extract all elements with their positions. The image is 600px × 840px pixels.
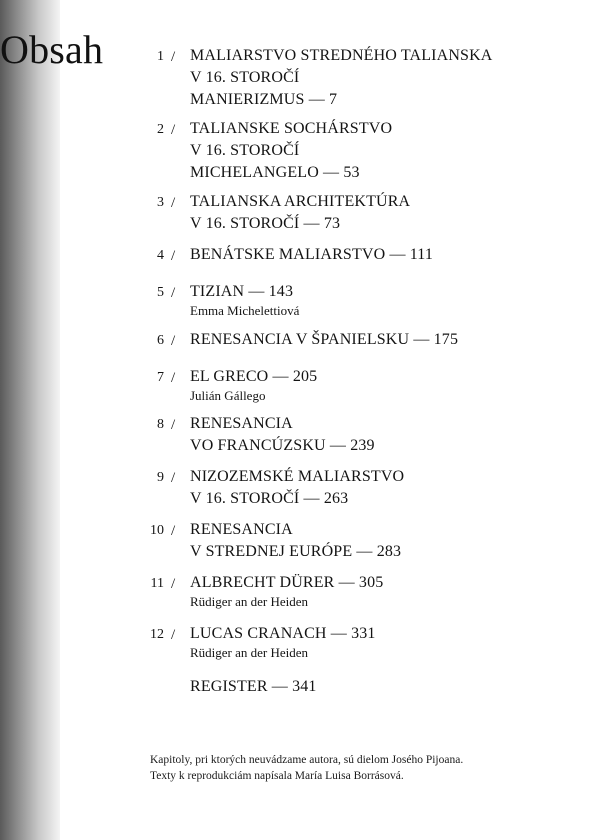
toc-entry xyxy=(140,623,376,661)
chapter-number: 3 xyxy=(157,195,164,210)
chapter-title-line: EL GRECO — 205 xyxy=(190,368,318,385)
chapter-separator: / xyxy=(171,122,176,138)
chapter-separator: / xyxy=(171,523,176,539)
chapter-author: Julián Gállego xyxy=(190,388,266,403)
chapter-separator: / xyxy=(171,417,176,433)
chapter-title-line: RENESANCIA V ŠPANIELSKU — 175 xyxy=(190,331,459,348)
authorship-footnote xyxy=(150,752,590,784)
book-gutter-shadow xyxy=(0,0,60,840)
chapter-number: 8 xyxy=(157,417,164,432)
chapter-number: 11 xyxy=(150,576,164,591)
chapter-separator: / xyxy=(171,49,176,65)
chapter-separator: / xyxy=(171,248,176,264)
footnote-line: Kapitoly, pri ktorých neuvádzame autora, sú dielom Josého Pijoana. xyxy=(150,754,464,766)
chapter-title-line: VO FRANCÚZSKU — 239 xyxy=(190,437,375,454)
chapter-number: 12 xyxy=(150,627,164,642)
toc-entry xyxy=(140,244,433,266)
toc-entry-register xyxy=(140,676,317,698)
chapter-number: 9 xyxy=(157,470,164,485)
toc-entry xyxy=(140,191,410,235)
chapter-number: 10 xyxy=(150,523,164,538)
toc-entry xyxy=(140,45,492,111)
chapter-title-line: RENESANCIA xyxy=(190,415,293,432)
chapter-title-line: TIZIAN — 143 xyxy=(190,283,294,300)
chapter-title-line: V STREDNEJ EURÓPE — 283 xyxy=(190,543,402,560)
chapter-title-line: V 16. STOROČÍ — 263 xyxy=(190,490,349,507)
chapter-title-line: LUCAS CRANACH — 331 xyxy=(190,625,376,642)
toc-entry xyxy=(140,572,383,610)
chapter-title-line: MANIERIZMUS — 7 xyxy=(190,91,338,108)
chapter-number: 6 xyxy=(157,333,164,348)
chapter-separator: / xyxy=(171,285,176,301)
chapter-author: Emma Michelettiová xyxy=(190,303,300,318)
chapter-title-line: BENÁTSKE MALIARSTVO — 111 xyxy=(190,246,434,263)
chapter-title-line: TALIANSKE SOCHÁRSTVO xyxy=(190,120,393,137)
toc-entry xyxy=(140,366,317,404)
chapter-separator: / xyxy=(171,627,176,643)
chapter-title-line: MICHELANGELO — 53 xyxy=(190,164,360,181)
chapter-separator: / xyxy=(171,370,176,386)
chapter-number: 2 xyxy=(157,122,164,137)
chapter-number: 4 xyxy=(157,248,164,263)
toc-entry xyxy=(140,466,404,510)
register-title-line: REGISTER — 341 xyxy=(190,678,317,695)
chapter-separator: / xyxy=(171,470,176,486)
toc-entry xyxy=(140,329,458,351)
chapter-title-line: MALIARSTVO STREDNÉHO TALIANSKA xyxy=(190,47,493,64)
chapter-title-line: V 16. STOROČÍ xyxy=(190,142,300,159)
footnote-line: Texty k reprodukciám napísala María Luisa Borrásová. xyxy=(150,770,404,782)
chapter-number: 5 xyxy=(157,285,164,300)
chapter-title-line: TALIANSKA ARCHITEKTÚRA xyxy=(190,193,411,210)
toc-entry xyxy=(140,519,401,563)
page-title: Obsah xyxy=(0,27,104,72)
chapter-author: Rüdiger an der Heiden xyxy=(190,594,309,609)
chapter-title-line: ALBRECHT DÜRER — 305 xyxy=(190,574,384,591)
toc-entry xyxy=(140,281,299,319)
chapter-title-line: NIZOZEMSKÉ MALIARSTVO xyxy=(190,468,405,485)
chapter-separator: / xyxy=(171,195,176,211)
chapter-number: 1 xyxy=(157,49,164,64)
chapter-title-line: V 16. STOROČÍ — 73 xyxy=(190,215,341,232)
chapter-separator: / xyxy=(171,576,176,592)
chapter-separator: / xyxy=(171,333,176,349)
chapter-title-line: V 16. STOROČÍ xyxy=(190,69,300,86)
toc-entry xyxy=(140,118,392,184)
chapter-author: Rüdiger an der Heiden xyxy=(190,645,309,660)
chapter-title-line: RENESANCIA xyxy=(190,521,293,538)
toc-entry xyxy=(140,413,375,457)
chapter-number: 7 xyxy=(157,370,164,385)
